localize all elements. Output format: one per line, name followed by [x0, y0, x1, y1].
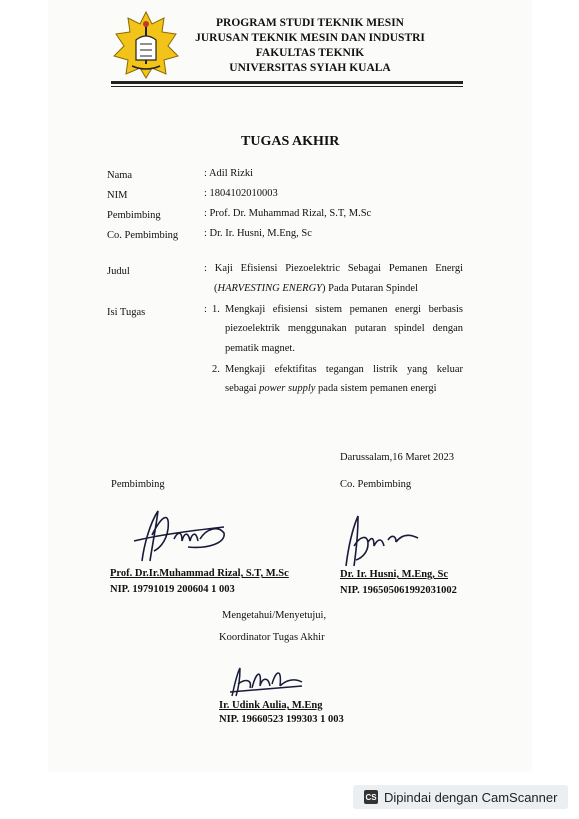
judul-line2: (HARVESTING ENERGY) Pada Putaran Spindel	[214, 283, 418, 294]
isi-tugas-colon: :	[204, 304, 207, 315]
judul-line1: : Kaji Efisiensi Piezoelektric Sebagai Pemanen Energi	[204, 263, 463, 274]
pembimbing-value: : Prof. Dr. Muhammad Rizal, S.T, M.Sc	[204, 208, 372, 219]
task1-line1: Mengkaji efisiensi sistem pemanen energi berbasis	[225, 304, 463, 315]
copembimbing-label: Co. Pembimbing	[107, 230, 179, 241]
task1-number: 1.	[212, 304, 220, 315]
coordinator-signature-icon	[226, 662, 306, 700]
power-supply-emphasis: power supply	[259, 383, 316, 394]
header-rule-thick	[111, 81, 463, 84]
header-rule-thin	[111, 86, 463, 87]
coordinator-name: Ir. Udink Aulia, M.Eng	[219, 700, 323, 711]
approve-line2: Koordinator Tugas Akhir	[219, 632, 325, 643]
header-faculty: FAKULTAS TEKNIK	[255, 47, 365, 59]
pembimbing-label: Pembimbing	[107, 210, 161, 221]
place-date: Darussalam,16 Maret 2023	[340, 452, 455, 463]
right-signer-nip: NIP. 196505061992031002	[340, 585, 457, 596]
left-signer-nip: NIP. 19791019 200604 1 003	[110, 584, 235, 595]
nim-value: : 1804102010003	[204, 188, 278, 199]
task2-line2: sebagai power supply pada sistem pemanen energi	[225, 383, 437, 394]
task2-line1: Mengkaji efektifitas tegangan listrik yang keluar	[225, 364, 463, 375]
left-role: Pembimbing	[111, 479, 165, 490]
coordinator-nip: NIP. 19660523 199303 1 003	[219, 714, 344, 725]
right-role: Co. Pembimbing	[340, 479, 412, 490]
task1-line3: pematik magnet.	[225, 343, 295, 354]
right-signer-name: Dr. Ir. Husni, M.Eng, Sc	[340, 569, 449, 580]
nim-label: NIM	[107, 190, 128, 201]
left-signer-name: Prof. Dr.Ir.Muhammad Rizal, S.T, M.Sc	[110, 568, 289, 579]
right-signature-icon	[338, 512, 426, 570]
nama-value: : Adil Rizki	[204, 168, 254, 179]
judul-label: Judul	[107, 266, 130, 277]
university-logo-icon	[112, 10, 180, 80]
document-title: TUGAS AKHIR	[241, 134, 340, 149]
header-program: PROGRAM STUDI TEKNIK MESIN	[216, 17, 404, 29]
camscanner-text: Dipindai dengan CamScanner	[384, 789, 558, 805]
nama-label: Nama	[107, 170, 133, 181]
task2-number: 2.	[212, 364, 220, 375]
header-department: JURUSAN TEKNIK MESIN DAN INDUSTRI	[195, 32, 425, 44]
camscanner-logo-icon: CS	[364, 790, 378, 804]
camscanner-badge	[353, 785, 568, 809]
header-university: UNIVERSITAS SYIAH KUALA	[229, 62, 391, 74]
task1-line2: piezoelektrik menggunakan putaran spindel dengan	[225, 323, 463, 334]
isi-tugas-label: Isi Tugas	[107, 307, 146, 318]
copembimbing-value: : Dr. Ir. Husni, M.Eng, Sc	[204, 228, 312, 239]
harvesting-energy-emphasis: HARVESTING ENERGY	[217, 283, 323, 294]
left-signature-icon	[128, 505, 233, 567]
approve-line1: Mengetahui/Menyetujui,	[222, 610, 327, 621]
